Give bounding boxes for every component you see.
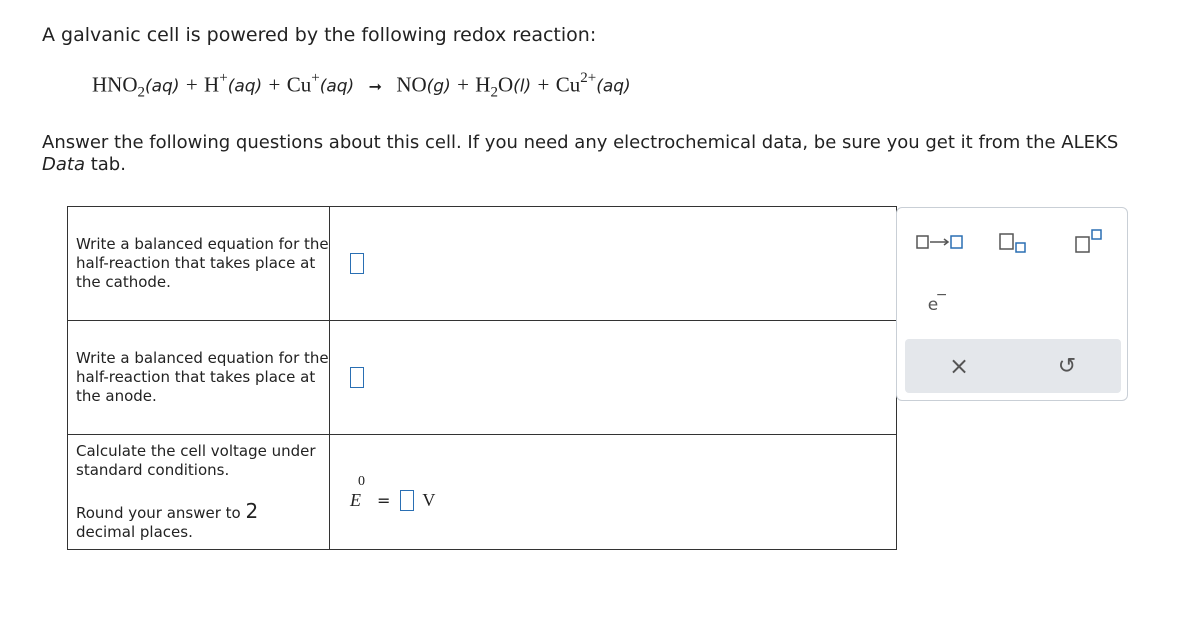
table-row [68, 435, 897, 550]
subscript-button[interactable] [993, 228, 1033, 256]
anode-answer-cell [330, 321, 897, 435]
cathode-answer-input[interactable] [350, 253, 364, 274]
voltage-answer-cell [330, 435, 897, 550]
table-row [68, 207, 897, 321]
cathode-answer-cell [330, 207, 897, 321]
palette-toolbar [905, 339, 1121, 393]
superscript-icon [1073, 227, 1105, 255]
redox-reaction: $HNO_2(aq) + H^+(aq) + Cu^+(aq)$ ➞ $NO(g) + H_2O(l) + Cu^{2+}(aq)$ [92, 70, 631, 101]
anode-answer-input[interactable] [350, 367, 364, 388]
cathode-question: Write a balanced equation for the half-reaction that takes place at the cathode. [68, 207, 330, 321]
instructions: Answer the following questions about this cell. If you need any electrochemical data, be sure you get it from the ALEKS Data tab. [42, 132, 1119, 175]
electron-icon: e − [927, 287, 948, 315]
intro-text: A galvanic cell is powered by the following redox reaction: [42, 24, 597, 46]
table-row [68, 321, 897, 435]
e-symbol: E 0 [350, 473, 365, 510]
anode-question: Write a balanced equation for the half-reaction that takes place at the anode. [68, 321, 330, 435]
clear-button[interactable] [943, 351, 975, 381]
voltage-expression: E 0 = V [350, 473, 436, 510]
superscript-button[interactable] [1069, 226, 1109, 256]
reaction-arrow-template-button[interactable] [913, 232, 969, 252]
voltage-answer-input[interactable] [400, 490, 414, 511]
reaction-arrow-icon: ➞ [368, 76, 382, 96]
question-table [67, 206, 897, 550]
close-icon: × [948, 352, 970, 380]
input-palette [896, 207, 1128, 401]
voltage-question: Calculate the cell voltage under standard conditions. Round your answer to 2 decimal places. [68, 435, 330, 550]
volt-unit: V [422, 489, 436, 510]
subscript-icon [997, 230, 1029, 254]
undo-button[interactable] [1051, 351, 1083, 381]
undo-icon: ↺ [1057, 353, 1077, 379]
electron-button[interactable] [917, 287, 949, 320]
box-arrow-box-icon [916, 234, 966, 250]
